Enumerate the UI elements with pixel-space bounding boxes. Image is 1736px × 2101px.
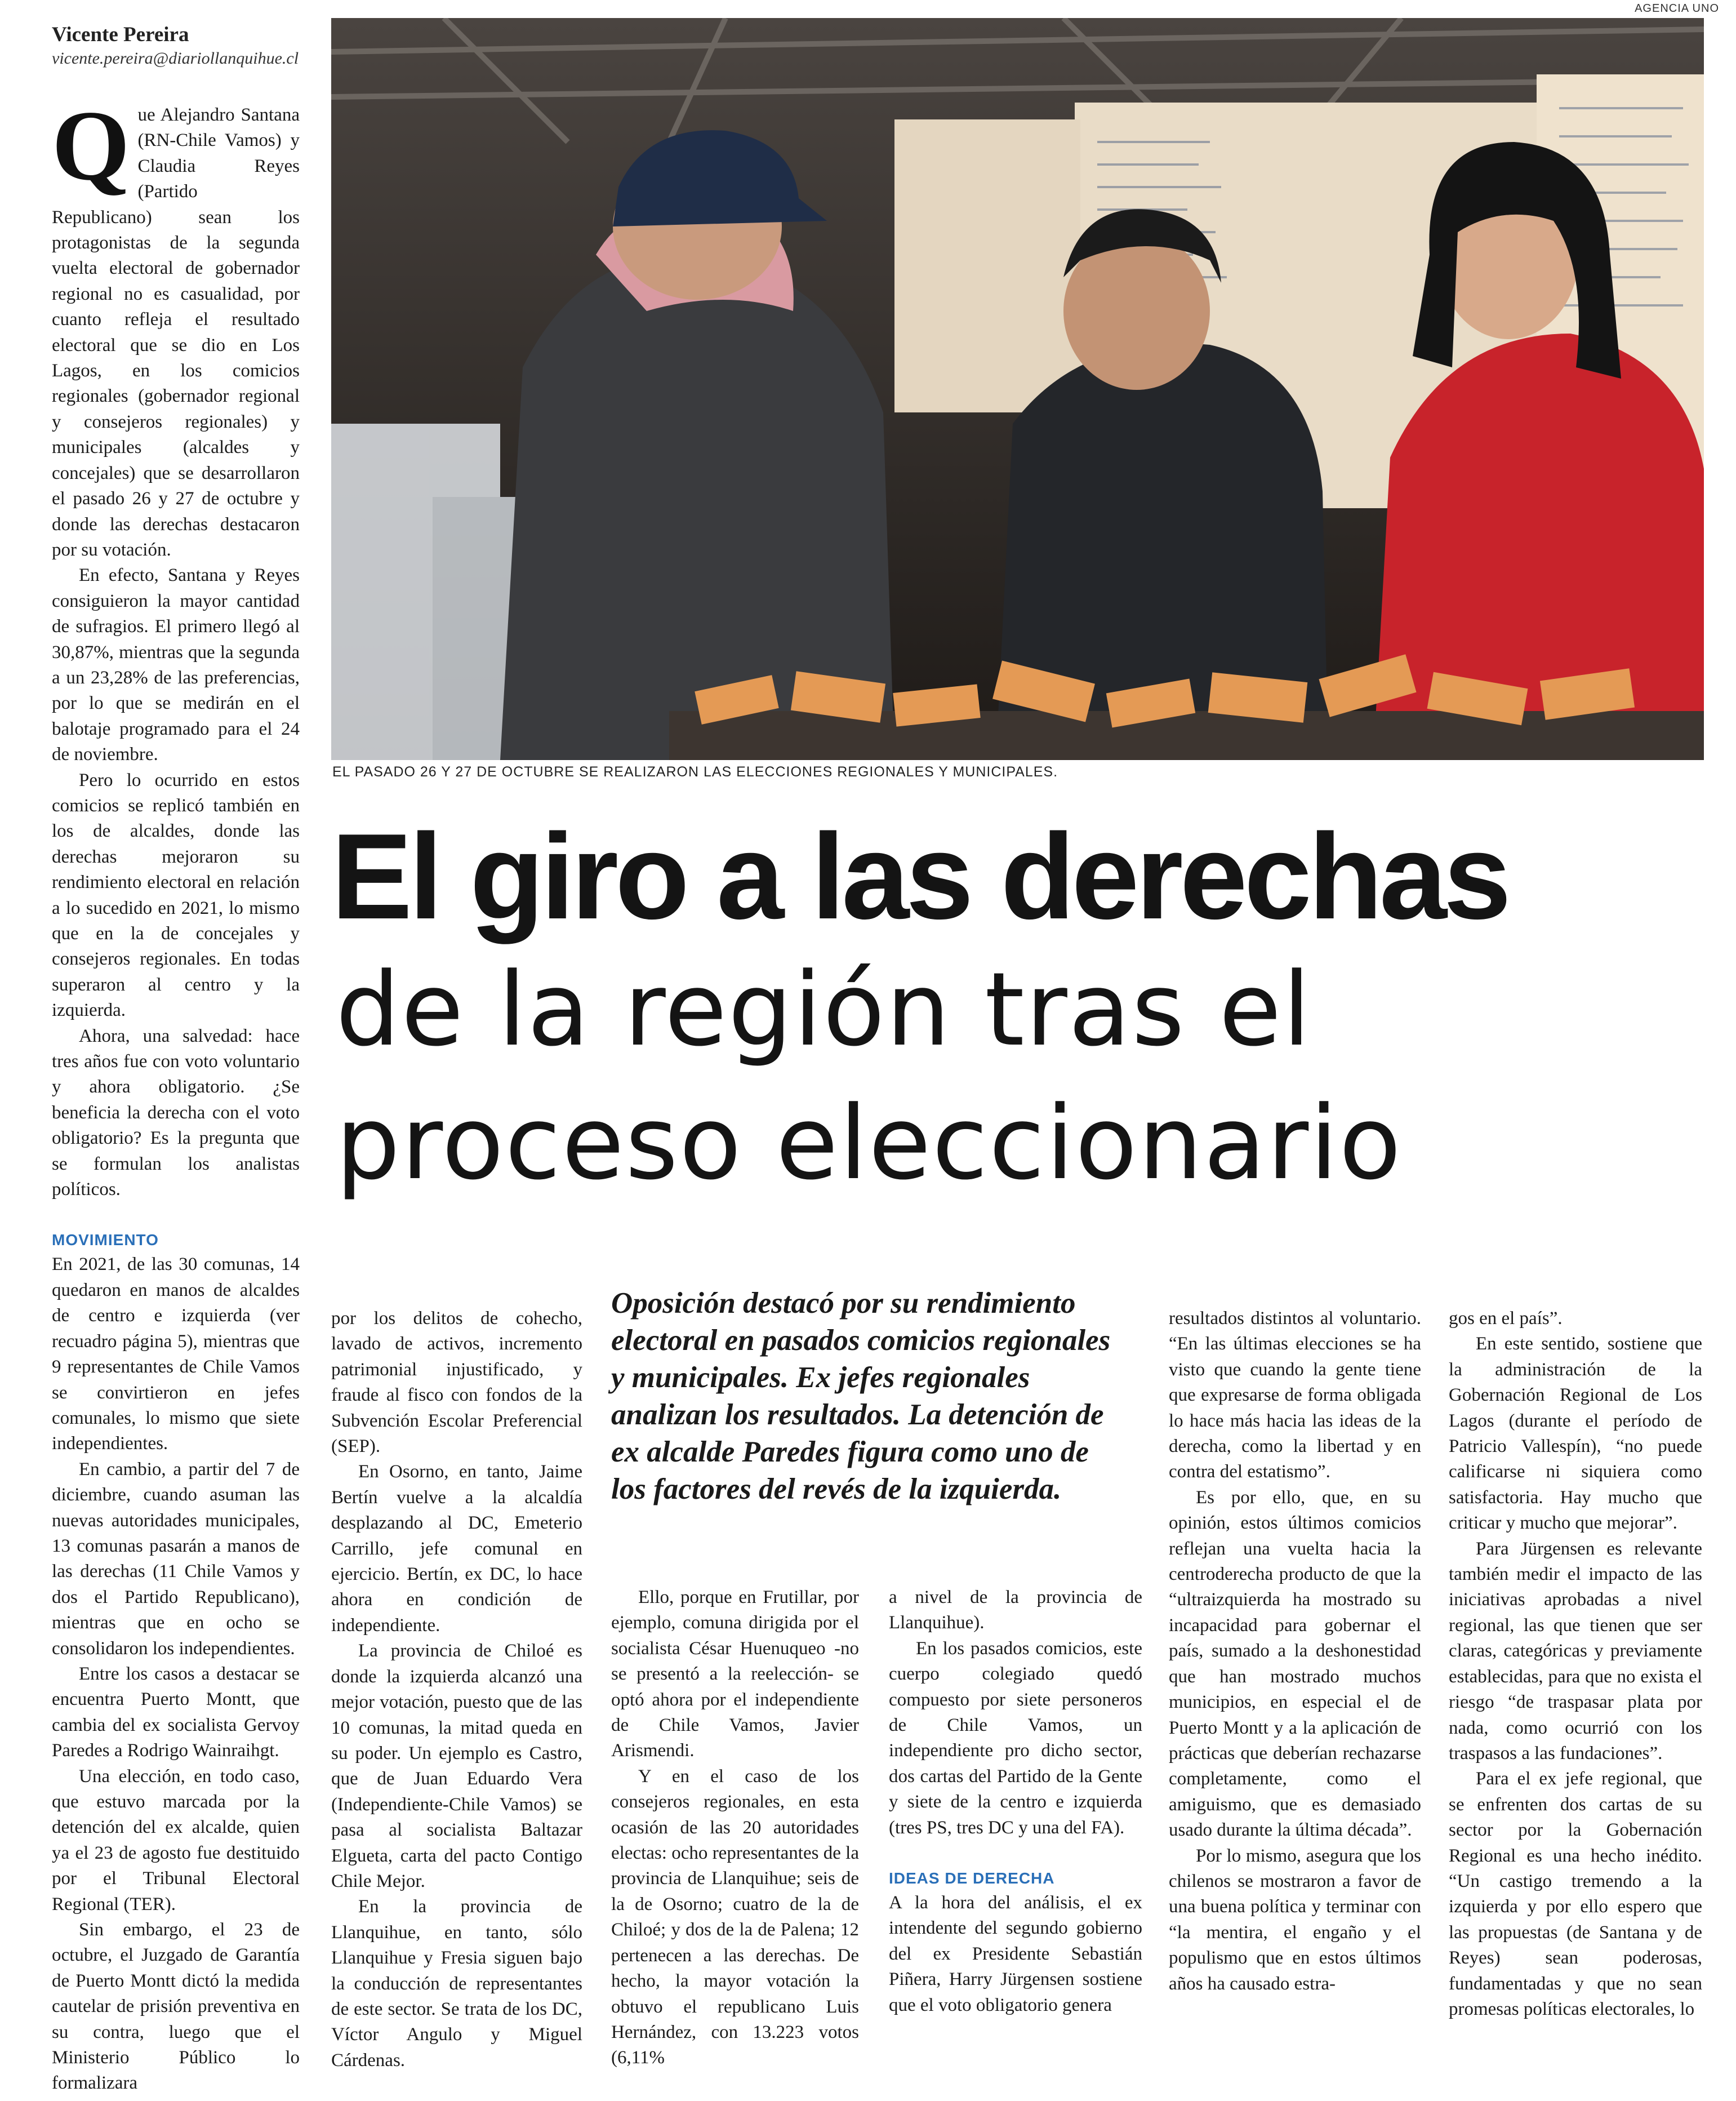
- paragraph: Y en el caso de los consejeros regionales, en esta ocasión de las 20 autoridades electas: ocho representantes de la provincia de Llanquihue; seis de la de Osorno; cuatro de la de Chiloé; y dos de la de Palena; 12 pertenecen a las derechas. De hecho, la mayor votación la obtuvo el republicano Luis Hernández, con 13.223 votos (6,11%: [611, 1766, 859, 2068]
- paragraph-4: Ahora, una salvedad: hace tres años fue con voto voluntario y ahora obligatorio. ¿Se beneficia la derecha con el voto obligatorio? Es la pregunta que se formulan los analistas políticos.: [52, 1025, 300, 1200]
- photo-illustration: [331, 18, 1704, 760]
- paragraph: a nivel de la provincia de Llanquihue).: [889, 1587, 1142, 1633]
- paragraph: En los pasados comicios, este cuerpo colegiado quedó compuesto por siete personeros de Chile Vamos, un independiente pro dicho sector, dos cartas del Partido de la Gente y siete de la centro e izquierda (tres PS, tres DC y una del FA).: [889, 1638, 1142, 1838]
- paragraph-8: Una elección, en todo caso, que estuvo marcada por la detención del ex alcalde, quien ya el 23 de agosto fue destituido por el Tribunal Electoral Regional (TER).: [52, 1766, 300, 1915]
- author-name: Vicente Pereira: [52, 23, 189, 46]
- drop-cap: Q: [52, 90, 130, 201]
- subhead-movimiento: MOVIMIENTO: [52, 1231, 159, 1249]
- lead-paragraph: Oposición destacó por su rendimiento electoral en pasados comicios regionales y municipales. Ex jefes regionales analizan los resultados. La detención de ex alcalde Paredes figura como uno de los factores del revés de la izquierda.: [611, 1287, 1111, 1505]
- paragraph-2: En efecto, Santana y Reyes consiguieron la mayor cantidad de sufragios. El primero llegó al 30,87%, mientras que la segunda a un 23,28% de las preferencias, por lo que se medirán en el balotaje programado para el 24 de noviembre.: [52, 565, 300, 765]
- article-column-3: [611, 1585, 859, 2071]
- headline-line-2: de la región tras el: [336, 951, 1312, 1069]
- article-photo: [331, 18, 1704, 760]
- paragraph: por los delitos de cohecho, lavado de activos, incremento patrimonial injustificado, y fraude al fisco con fondos de la Subvención Escolar Preferencial (SEP).: [331, 1308, 582, 1457]
- paragraph: En Osorno, en tanto, Jaime Bertín vuelve a la alcaldía desplazando al DC, Emeterio Carrillo, jefe comunal en ejercicio. Bertín, ex DC, lo hace ahora en condición de independiente.: [331, 1462, 582, 1636]
- author-email[interactable]: vicente.pereira@diariollanquihue.cl: [52, 49, 299, 68]
- photo-caption: EL PASADO 26 Y 27 DE OCTUBRE SE REALIZARON LAS ELECCIONES REGIONALES Y MUNICIPALES.: [332, 764, 1058, 780]
- paragraph: gos en el país”.: [1449, 1308, 1563, 1329]
- article-column-1: [52, 90, 300, 2096]
- paragraph: La provincia de Chiloé es donde la izquierda alcanzó una mejor votación, puesto que de las 10 comunas, la mitad queda en su poder. Un ejemplo es Castro, que de Juan Eduardo Vera (Independiente-Chile Vamos) se pasa al socialista Baltazar Elgueta, carta del pacto Contigo Chile Mejor.: [331, 1641, 582, 1891]
- article-column-4: [889, 1585, 1142, 2018]
- headline-line-3: proceso eleccionario: [336, 1085, 1403, 1202]
- paragraph: En este sentido, sostiene que la administración de la Gobernación Regional de Los Lagos (durante el período de Patricio Vallespín), “no puede calificarse ni siquiera como satisfactoria. Hay mucho que criticar y mucho que mejorar”.: [1449, 1334, 1702, 1534]
- headline-line-1: El giro a las derechas: [331, 808, 1508, 944]
- paragraph-3: Pero lo ocurrido en estos comicios se replicó también en los de alcaldes, donde las derechas mejoraron su rendimiento electoral en relación a lo sucedido en 2021, lo mismo que en la de concejales y consejeros regionales. En todas superaron al centro y la izquierda.: [52, 770, 300, 1021]
- photo-credit: AGENCIA UNO: [1635, 2, 1719, 15]
- paragraph-9: Sin embargo, el 23 de octubre, el Juzgado de Garantía de Puerto Montt dictó la medida cautelar de prisión preventiva en su contra, luego que el Ministerio Público lo formalizara: [52, 1920, 300, 2094]
- paragraph-5: En 2021, de las 30 comunas, 14 quedaron en manos de alcaldes de centro e izquierda (ver recuadro página 5), mientras que 9 representantes de Chile Vamos se convirtieron en jefes comunales, lo mismo que siete independientes.: [52, 1254, 300, 1454]
- paragraph: Ello, porque en Frutillar, por ejemplo, comuna dirigida por el socialista César Huenuqueo -no se presentó a la reelección- se optó ahora por el independiente de Chile Vamos, Javier Arismendi.: [611, 1587, 859, 1761]
- paragraph: A la hora del análisis, el ex intendente del segundo gobierno del ex Presidente Sebastián Piñera, Harry Jürgensen sostiene que el voto obligatorio genera: [889, 1893, 1142, 2015]
- article-column-2: [331, 1306, 582, 2073]
- paragraph: Por lo mismo, asegura que los chilenos se mostraron a favor de una buena política y terminar con “la mentira, el engaño y el populismo que en estos últimos años ha causado estra-: [1169, 1845, 1421, 1994]
- article-column-6: [1449, 1306, 1702, 2022]
- paragraph-6: En cambio, a partir del 7 de diciembre, cuando asuman las nuevas autoridades municipales, 13 comunas pasarán a manos de las derechas (11 Chile Vamos y dos el Partido Republicano), mientras que en ocho se consolidaron los independientes.: [52, 1459, 300, 1659]
- paragraph: Para el ex jefe regional, que se enfrenten dos cartas de su sector por la Gobernación Regional es una hecho inédito. “Un castigo tremendo a la izquierda y por ello espero que las propuestas (de Santana y de Reyes) sean poderosas, fundamentadas y que no sean promesas políticas electorales, lo: [1449, 1769, 1702, 2019]
- article-column-5: [1169, 1306, 1421, 1997]
- paragraph: En la provincia de Llanquihue, en tanto, sólo Llanquihue y Fresia siguen bajo la conducción de representantes de este sector. Se trata de los DC, Víctor Angulo y Miguel Cárdenas.: [331, 1896, 582, 2071]
- subhead-ideas-de-derecha: IDEAS DE DERECHA: [889, 1869, 1055, 1887]
- byline: [52, 23, 311, 70]
- paragraph: Es por ello, que, en su opinión, estos últimos comicios reflejan una vuelta hacia la centroderecha producto de que la “ultraizquierda ha mostrado su incapacidad para gobernar el país, sumado a la deshonestidad que han mostrado muchos municipios, en especial el de Puerto Montt y a la aplicación de prácticas que deberían rechazarse completamente, como el amiguismo, que es demasiado usado durante la última década”.: [1169, 1487, 1421, 1841]
- paragraph: resultados distintos al voluntario. “En las últimas elecciones se ha visto que cuando la gente tiene que expresarse de forma obligada lo hace más hacia las ideas de la derecha, como la libertad y en contra del estatismo”.: [1169, 1308, 1421, 1482]
- paragraph-1: Que Alejandro Santana (RN-Chile Vamos) y Claudia Reyes (Partido Republicano) sean los protagonistas de la segunda vuelta electoral de gobernador regional no es casualidad, por cuanto refleja el resultado electoral que se dio en Los Lagos, en los comicios regionales (gobernador regional y consejeros regionales) y municipales (alcaldes y concejales) que se desarrollaron el pasado 26 y 27 de octubre y donde las derechas destacaron por su votación.: [52, 90, 300, 560]
- paragraph: Para Jürgensen es relevante también medir el impacto de las iniciativas aprobadas a nivel regional, las que tienen que ser claras, categóricas y previamente establecidas, para que no exista el riesgo “de traspasar plata por nada, como ocurrió con los traspasos a las fundaciones”.: [1449, 1538, 1702, 1764]
- paragraph-7: Entre los casos a destacar se encuentra Puerto Montt, que cambia del ex socialista Gervoy Paredes a Rodrigo Wainraihgt.: [52, 1663, 300, 1761]
